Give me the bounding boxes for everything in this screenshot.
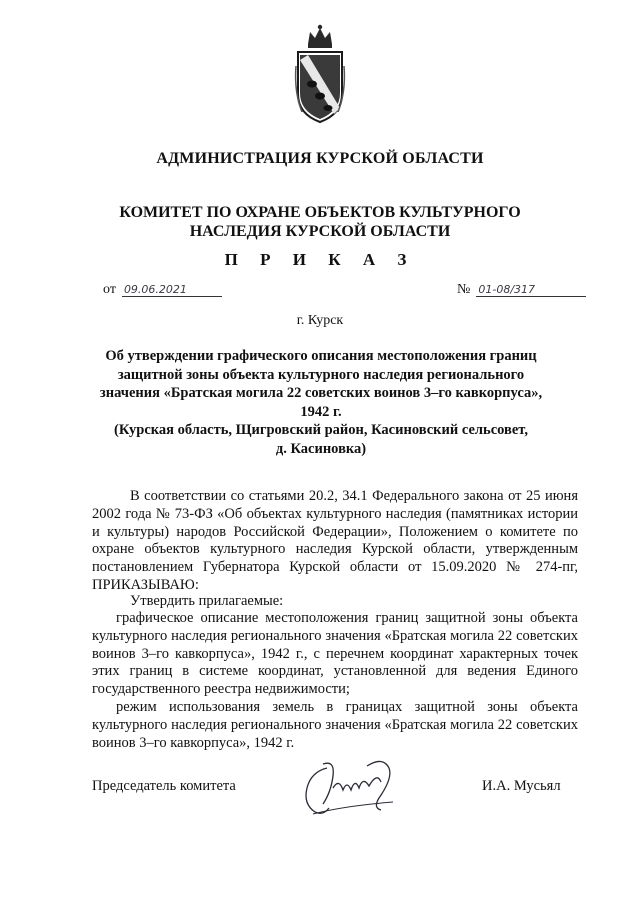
subject-line: Об утверждении графического описания местоположения границ — [105, 348, 537, 364]
subject-line: защитной зоны объекта культурного наследия регионального — [117, 366, 525, 383]
kursk-coat-of-arms-icon — [294, 22, 346, 128]
subject-line: д. Касиновка) — [275, 440, 367, 457]
subject-line: (Курская область, Щигровский район, Касиновский сельсовет, — [114, 422, 528, 439]
signer-title: Председатель комитета — [92, 778, 236, 794]
committee-title: КОМИТЕТ ПО ОХРАНЕ ОБЪЕКТОВ КУЛЬТУРНОГО НАСЛЕДИЯ КУРСКОЙ ОБЛАСТИ — [119, 204, 521, 240]
date-prefix: от — [103, 282, 116, 297]
subject-line: 1942 г. — [300, 403, 342, 420]
subject-line: значения «Братская могила 22 советских воинов 3–го кавкорпуса», — [99, 385, 543, 402]
order-date — [103, 282, 222, 298]
number-value: 01-08/317 — [476, 283, 586, 297]
order-subject — [95, 347, 547, 459]
date-value: 09.06.2021 — [122, 283, 222, 297]
number-prefix: № — [457, 282, 471, 297]
order-number — [457, 282, 586, 298]
body-paragraph-graphic-description: графическое описание местоположения границ защитной зоны объекта культурного наследия регионального значения «Братская могила 22 советских воинов 3–го кавкорпуса», 1942 г., с перечнем координат характерных точек этих границ в системе координат, установленной для ведения Единого государственного реестра недвижимости; — [92, 610, 578, 698]
signer-name: И.А. Мусьял — [482, 778, 561, 794]
body-paragraph-land-use-regime: режим использования земель в границах защитной зоны объекта культурного наследия регионального значения «Братская могила 22 советских воинов 3–го кавкорпуса», 1942 г. — [92, 699, 578, 751]
city: г. Курск — [296, 313, 344, 328]
body-paragraph-legal-basis: В соответствии со статьями 20.2, 34.1 Федерального закона от 25 июня 2002 года № 73-ФЗ «Об объектах культурного наследия (памятниках истории и культуры) народов Российской Федерации», Положением о комитете по охране объектов культурного наследия Курской области, утвержденным постановлением Губернатора Курской области от 15.09.2020 № 274-пг, ПРИКАЗЫВАЮ: — [92, 488, 578, 593]
body-paragraph-approve: Утвердить прилагаемые: — [130, 593, 284, 609]
administration-title: АДМИНИСТРАЦИЯ КУРСКОЙ ОБЛАСТИ — [156, 150, 484, 167]
document-type-title: П Р И К А З — [224, 250, 416, 269]
handwritten-signature-icon — [293, 758, 403, 820]
